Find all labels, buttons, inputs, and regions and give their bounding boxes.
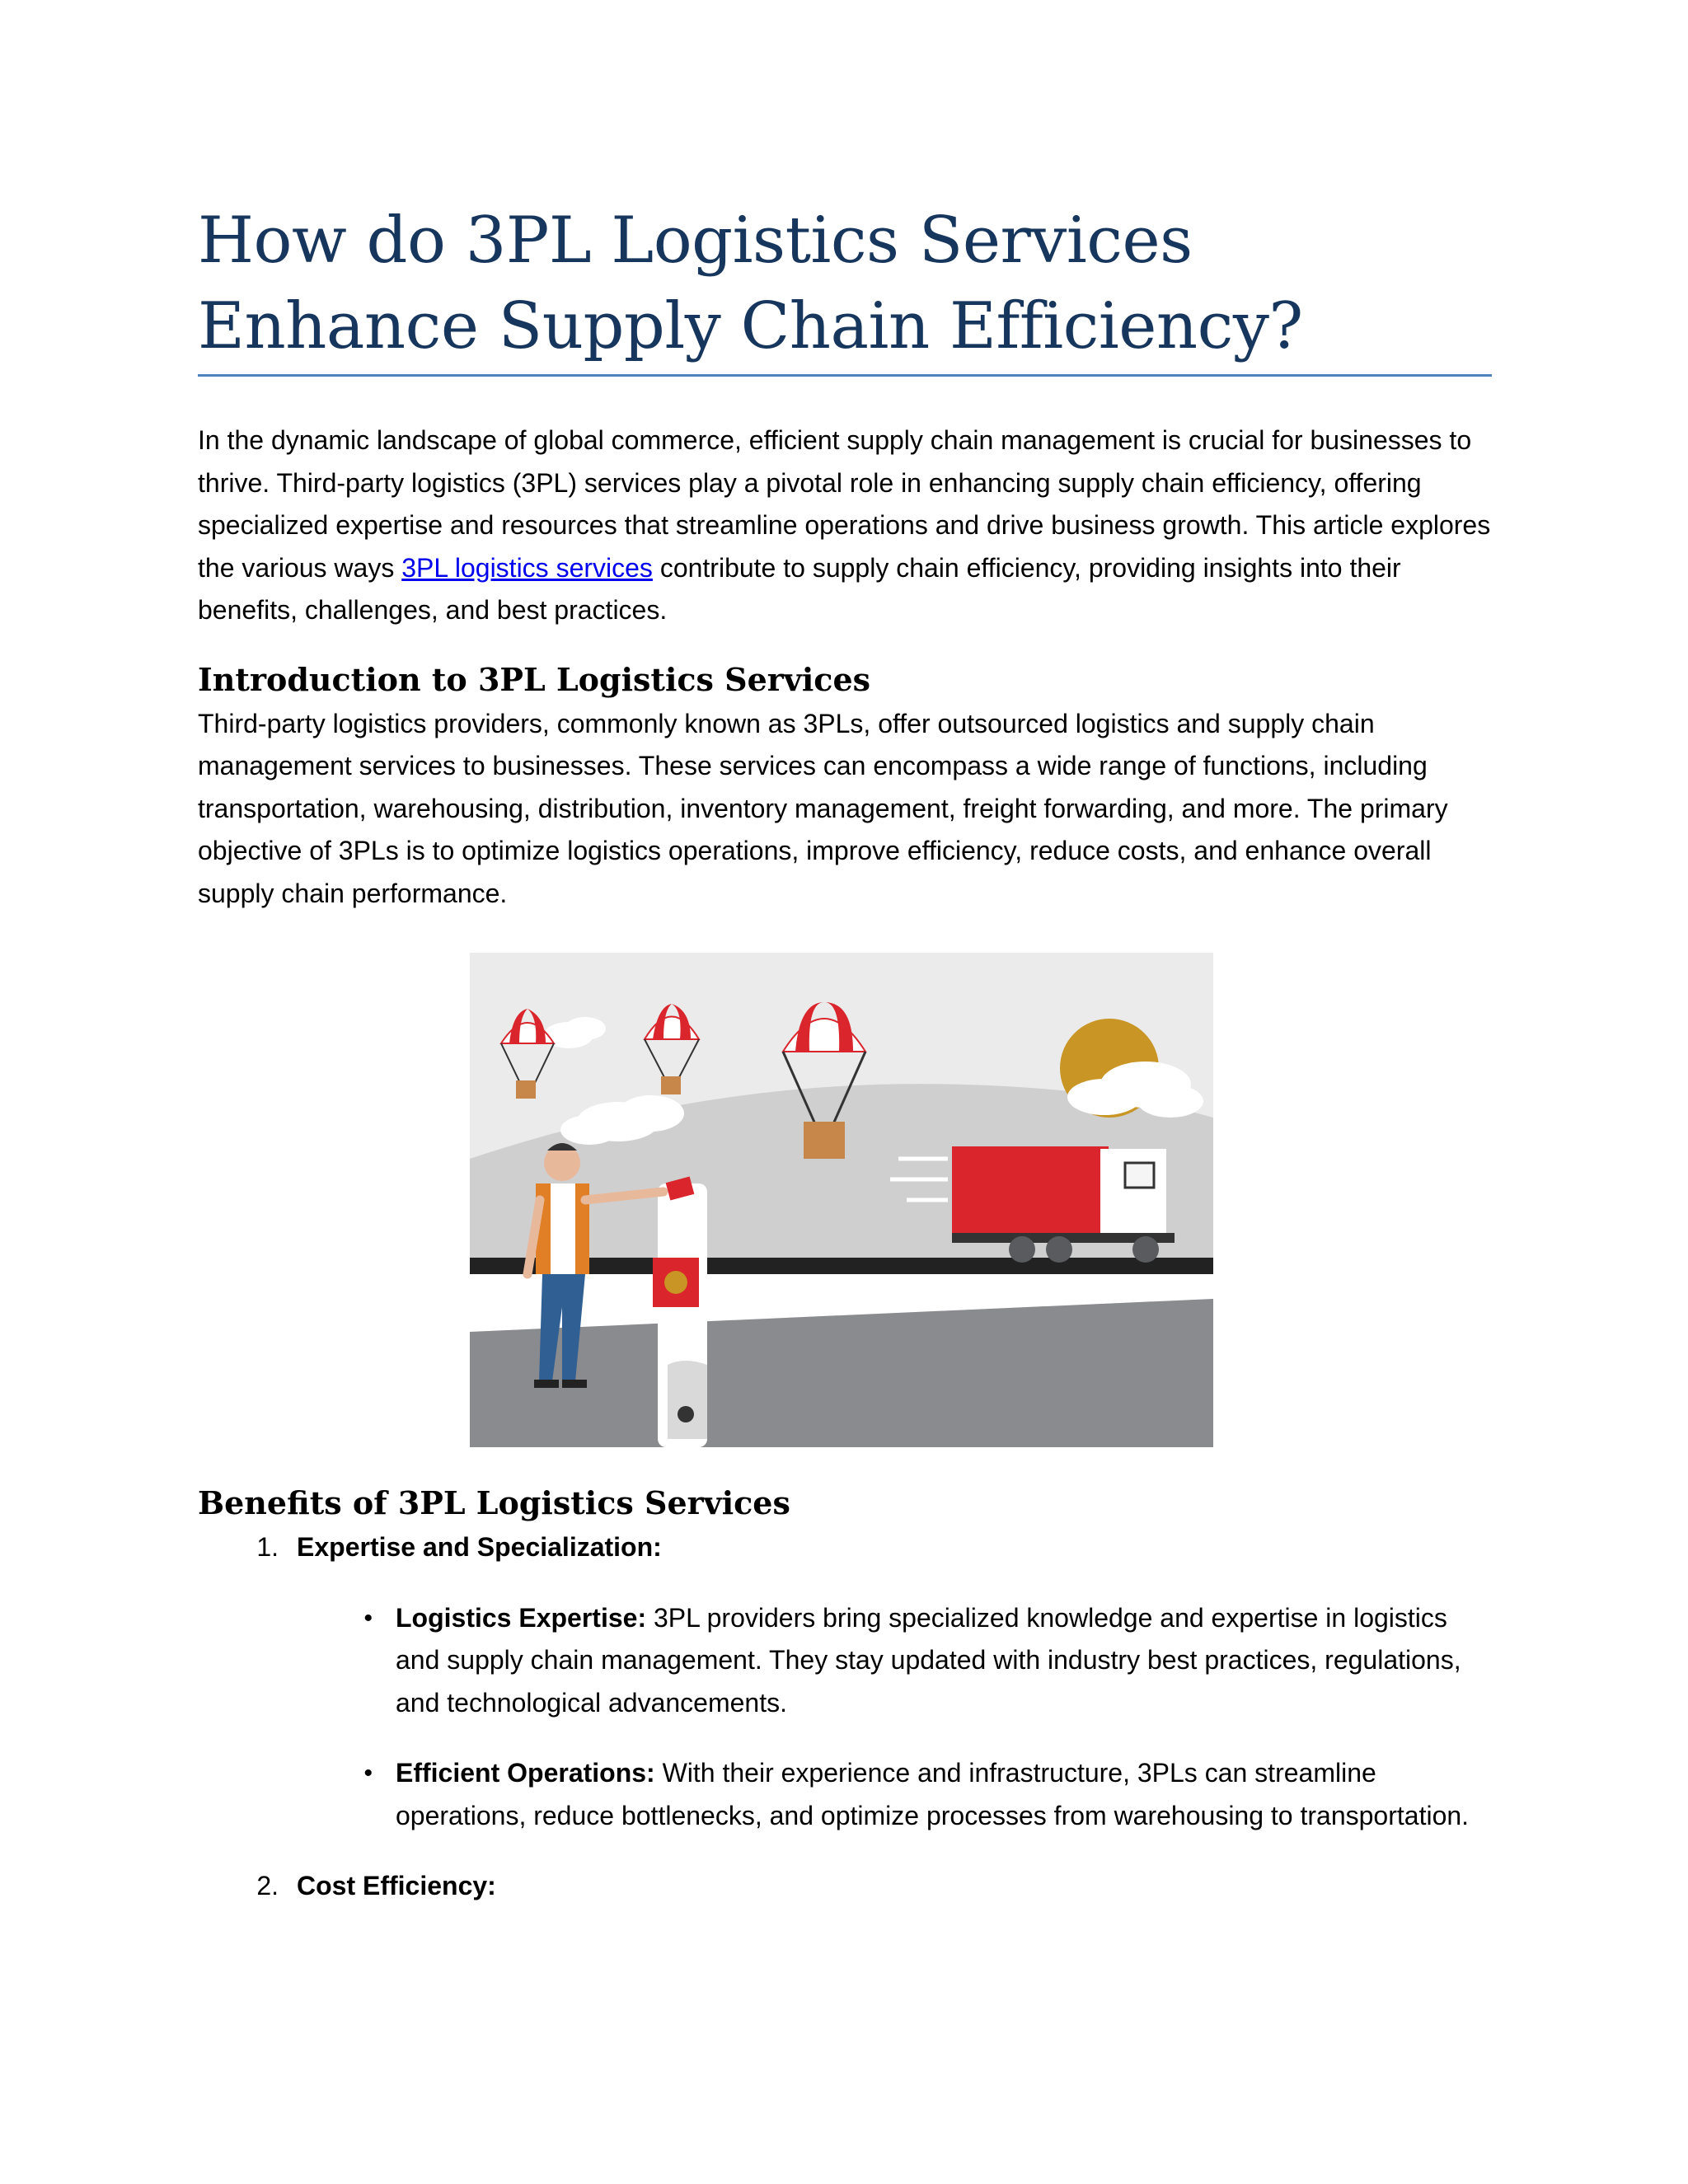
bullet-title: Efficient Operations: [396,1758,655,1788]
intro-text-start: In the dynamic landscape of global commerce, efficient supply chain management is crucial for businesses to thrive. Third-party logistics (3PL) services play a pivotal role in enhancing supply chain efficiency, offering specialized expertise and resources that streamline operations and drive business growth. This article explores the various ways [198,425,1491,583]
introduction-paragraph: Third-party logistics providers, commonly known as 3PLs, offer outsourced logistics and supply chain management services to businesses. These services can encompass a wide range of functions, including transportation, warehousing, distribution, inventory management, freight forwarding, and more. The primary objective of 3PLs is to optimize logistics operations, improve efficiency, reduce costs, and enhance overall supply chain performance. [198,708,1448,908]
page-title: How do 3PL Logistics Services Enhance Supply Chain Efficiency? [198,198,1492,377]
bullet-text: 3PL providers bring specialized knowledge and expertise in logistics and supply chain management. They stay updated with industry best practices, regulations, and technological advancements. [396,1602,1461,1718]
document-page [198,198,1492,1908]
intro-paragraph [198,419,1492,632]
list-item [198,1526,1492,1569]
list-label: Expertise and Specialization: [297,1532,662,1562]
bullet-icon: • [363,1760,373,1787]
bullet-title: Logistics Expertise: [396,1602,647,1633]
section-heading-benefits: Benefits of 3PL Logistics Services [198,1484,790,1521]
3pl-services-link[interactable]: 3PL logistics services [401,552,653,583]
bullet-item [198,1752,1492,1837]
list-number: 2. [256,1871,279,1900]
list-label: Cost Efficiency: [297,1871,496,1900]
bullet-item [198,1597,1492,1725]
bullet-icon: • [363,1604,373,1632]
bullet-text: With their experience and infrastructure, 3PLs can streamline operations, reduce bottlenecks, and optimize processes from warehousing to transportation. [396,1758,1470,1830]
list-item [198,1865,1492,1908]
logistics-illustration [470,953,1213,1447]
section-heading-introduction: Introduction to 3PL Logistics Services [198,660,871,698]
intro-text-end: contribute to supply chain efficiency, providing insights into their benefits, challenges, and best practices. [198,552,1401,625]
list-number: 1. [256,1532,279,1562]
benefit-bullets [198,1597,1492,1838]
